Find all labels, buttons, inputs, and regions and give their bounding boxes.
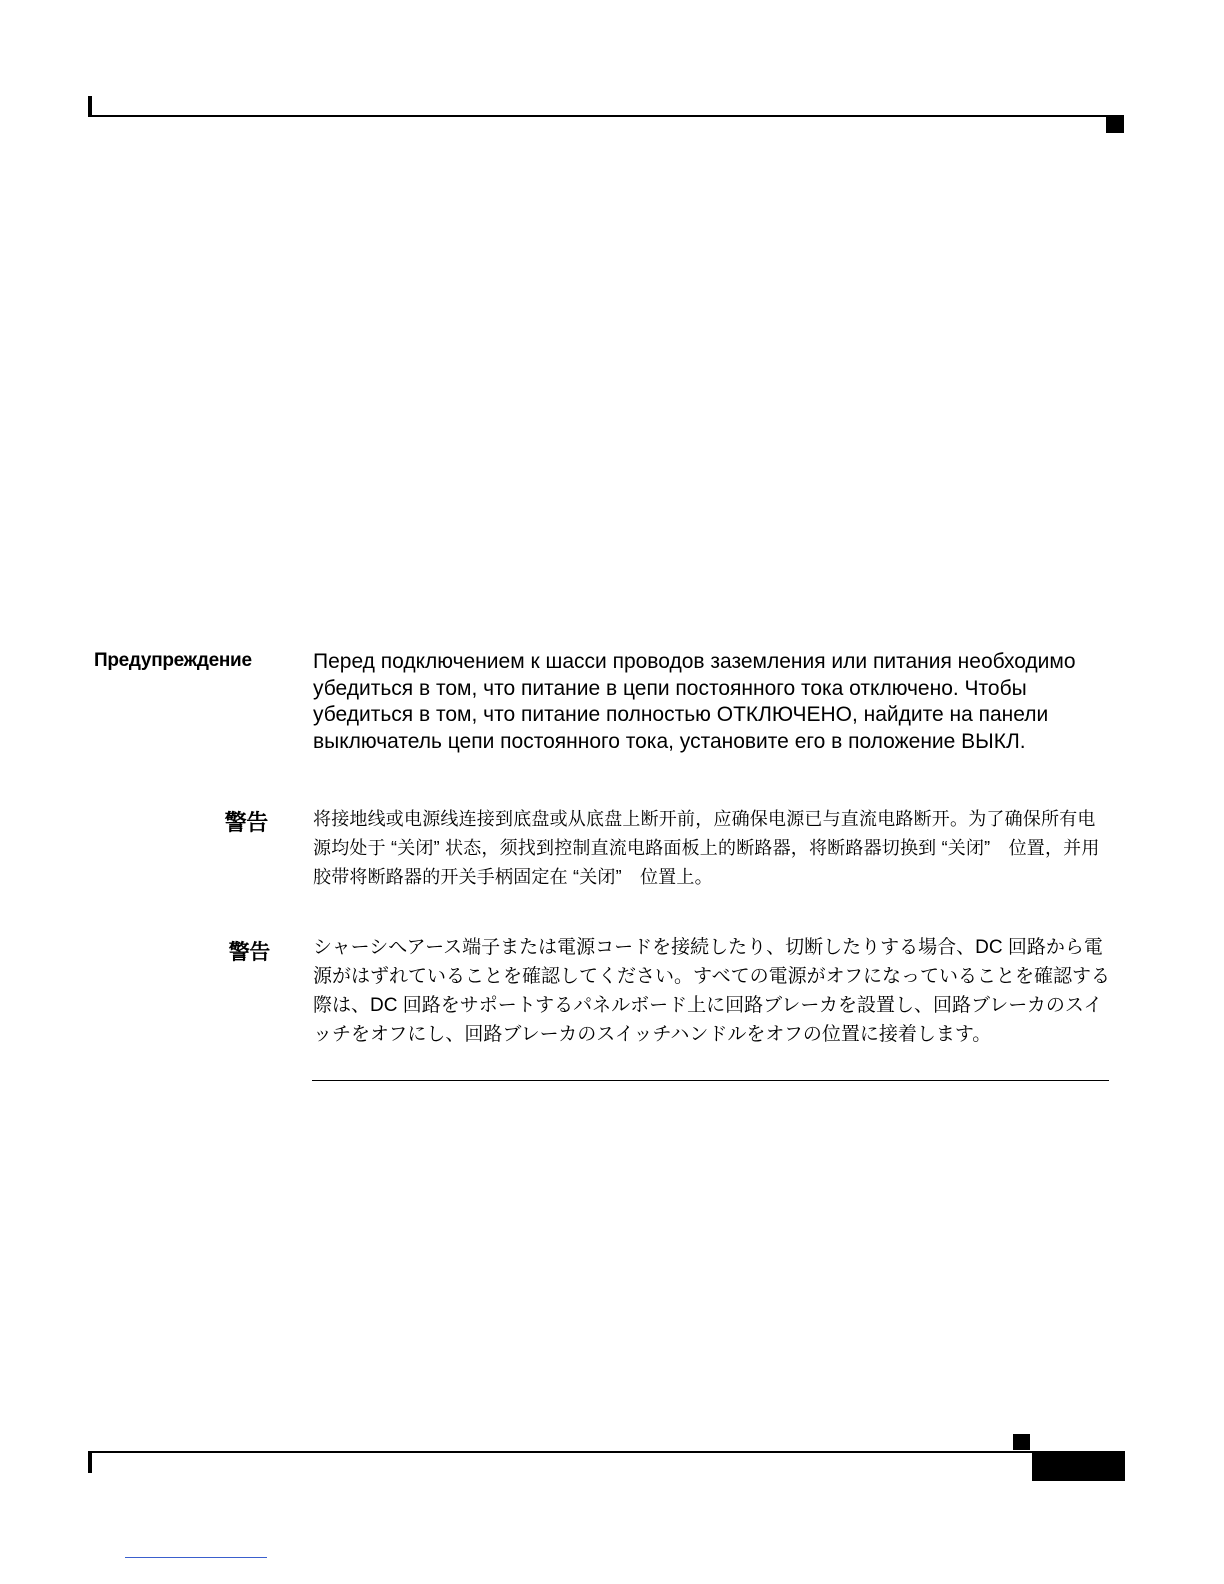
header-rule-tick <box>88 96 92 116</box>
warning-label-japanese: 警告 <box>228 941 270 964</box>
section-end-rule <box>312 1080 1109 1081</box>
header-rule <box>88 115 1124 117</box>
russian-text-crop <box>300 760 1120 780</box>
warning-text-russian: Перед подключением к шасси проводов заземления или питания необходимо убедиться в том, что питание в цепи постоянного тока отключено. Чтобы убедиться в том, что питание полностью ОТКЛЮЧЕНО, найдите на панели выключатель цепи постоянного тока, установите его в положение ВЫКЛ. <box>313 650 1076 753</box>
footer-rule-tick <box>88 1451 92 1473</box>
header-marker-square <box>1106 117 1124 133</box>
warning-text-chinese: 将接地线或电源线连接到底盘或从底盘上断开前，应确保电源已与直流电路断开。为了确保所有电源均处于 “关闭” 状态，须找到控制直流电路面板上的断路器，将断路器切换到 “关闭” 位置，并用胶带将断路器的开关手柄固定在 “关闭” 位置上。 <box>313 809 1100 887</box>
footer-rule <box>88 1451 1124 1453</box>
footer-page-block <box>1032 1451 1125 1481</box>
warning-label-russian: Предупреждение <box>94 650 252 671</box>
warning-label-chinese: 警告 <box>224 810 268 835</box>
footer-marker-square <box>1013 1434 1030 1450</box>
footer-link-underline[interactable] <box>125 1557 267 1558</box>
warning-text-japanese: シャーシへアース端子または電源コードを接続したり、切断したりする場合、DC 回路から電源がはずれていることを確認してください。すべての電源がオフになっていることを確認する際は、DC 回路をサポートするパネルボード上に回路ブレーカを設置し、回路ブレーカのスイッチをオフにし、回路ブレーカのスイッチハンドルをオフの位置に接着します。 <box>313 937 1111 1045</box>
